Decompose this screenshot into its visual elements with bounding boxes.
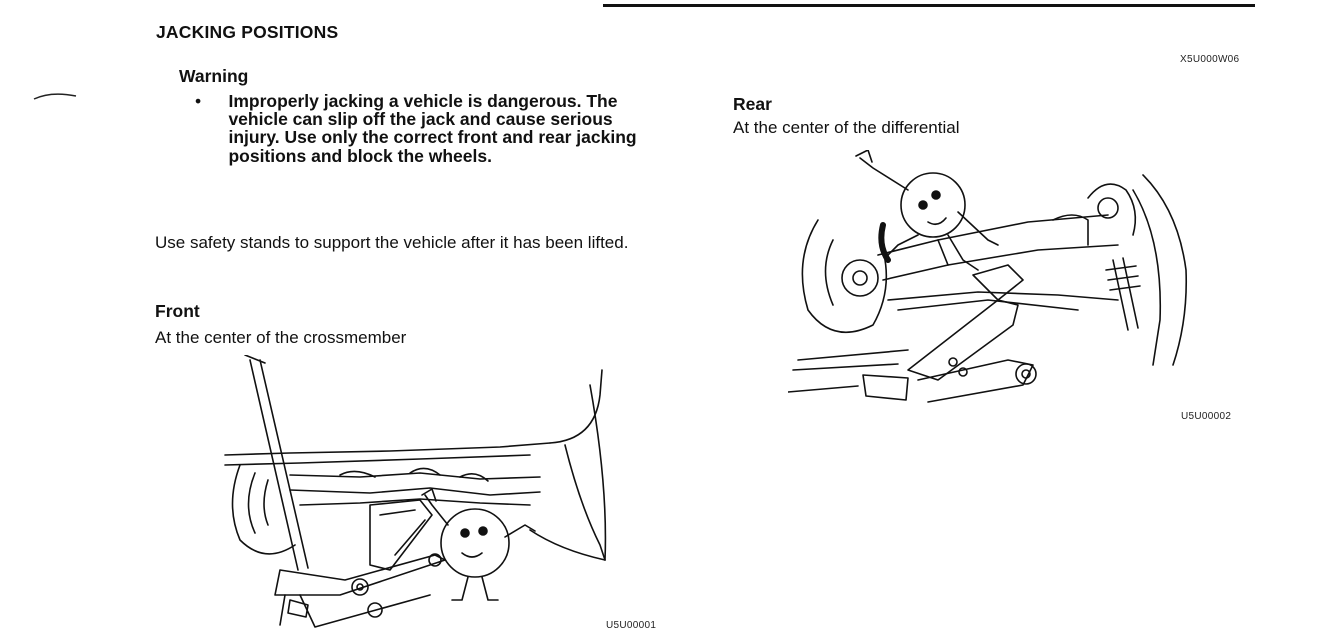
front-description: At the center of the crossmember: [155, 328, 407, 347]
warning-text: Improperly jacking a vehicle is dangerous. The vehicle can slip off the jack and cause serious injury. Use only the correct front and rear jacking positions and block the wheels.: [228, 91, 637, 166]
section-title: JACKING POSITIONS: [156, 22, 339, 42]
rear-jacking-illustration: [788, 150, 1193, 415]
header-rule: [603, 4, 1255, 7]
margin-mark-icon: [33, 90, 77, 102]
front-jacking-illustration: [220, 355, 615, 630]
document-code: X5U000W06: [1180, 54, 1240, 65]
rear-description: At the center of the differential: [733, 118, 960, 137]
rear-heading: Rear: [733, 94, 772, 114]
rear-figure-code: U5U00002: [1181, 411, 1232, 422]
warning-bullet: •: [195, 91, 202, 111]
front-heading: Front: [155, 301, 200, 321]
safety-stands-text: Use safety stands to support the vehicle after it has been lifted.: [155, 233, 629, 252]
warning-item: [179, 92, 649, 165]
front-figure-code: U5U00001: [606, 620, 657, 631]
warning-heading: Warning: [179, 66, 249, 86]
